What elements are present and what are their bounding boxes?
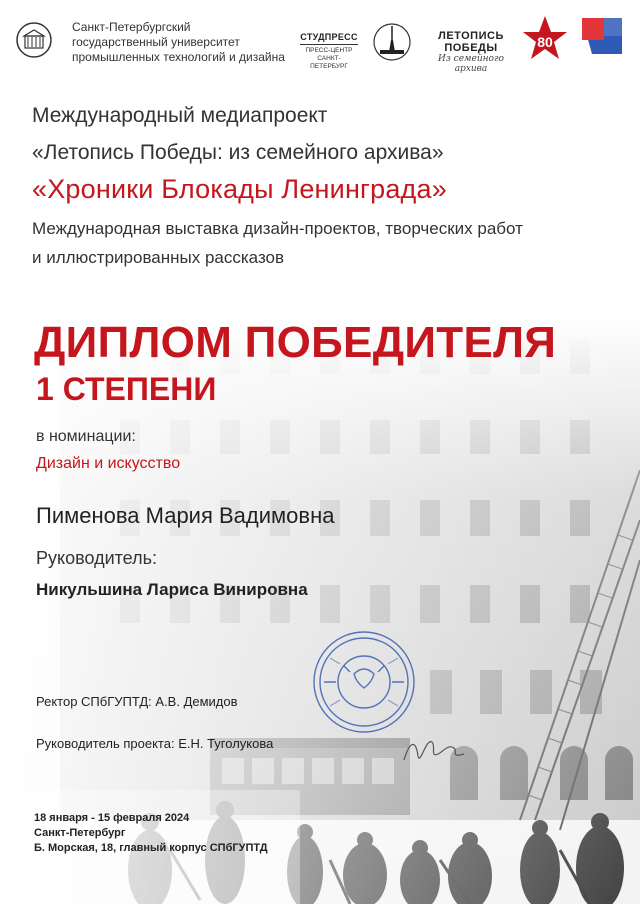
divider [300,44,358,45]
victory-80-star-icon [522,14,568,64]
official-stamp-icon [310,628,418,736]
diploma-title: ДИПЛОМ ПОБЕДИТЕЛЯ [34,318,557,367]
svg-text:80: 80 [537,34,553,50]
nomination-label: в номинации: [36,428,136,445]
exhibition-description-cont: и иллюстрированных рассказов [32,248,285,267]
project-name: «Летопись Победы: из семейного архива» [32,141,444,164]
university-name-line: государственный университет [72,35,240,49]
signature-icon [400,730,470,770]
letopis-subtitle: Из семейного архива [438,54,504,74]
university-name [72,20,285,65]
project-type: Международный медиапроект [32,104,328,127]
event-details [34,811,268,856]
diploma-degree: 1 СТЕПЕНИ [36,371,217,407]
project-theme: «Хроники Блокады Ленинграда» [32,174,447,204]
spire-logo-icon [372,22,412,62]
letopis-logo [426,30,516,74]
studpress-city: САНКТ-ПЕТЕРБУРГ [310,55,348,70]
studpress-logo [300,32,358,71]
event-address: Б. Морская, 18, главный корпус СПбГУПТД [34,842,268,854]
studpress-title: СТУДПРЕСС [300,32,358,42]
supervisor-label: Руководитель: [36,548,157,568]
exhibition-description: Международная выставка дизайн-проектов, творческих работ [32,219,523,238]
university-name-line: промышленных технологий и дизайна [72,50,285,64]
event-city: Санкт-Петербург [34,827,126,839]
university-emblem-icon [16,22,52,58]
rector-signature-line: Ректор СПбГУПТД: А.В. Демидов [36,694,238,709]
event-dates: 18 января - 15 февраля 2024 [34,812,190,824]
recipient-name: Пименова Мария Вадимовна [36,503,335,528]
university-name-line: Санкт-Петербургский [72,20,191,34]
nomination-value: Дизайн и искусство [36,455,181,472]
letopis-title: ЛЕТОПИСЬ ПОБЕДЫ [438,30,504,54]
national-projects-icon [578,14,628,58]
studpress-subtitle: ПРЕСС-ЦЕНТР [305,47,353,54]
project-head-signature-line: Руководитель проекта: Е.Н. Туголукова [36,736,274,751]
supervisor-name: Никульшина Лариса Винировна [36,580,308,599]
